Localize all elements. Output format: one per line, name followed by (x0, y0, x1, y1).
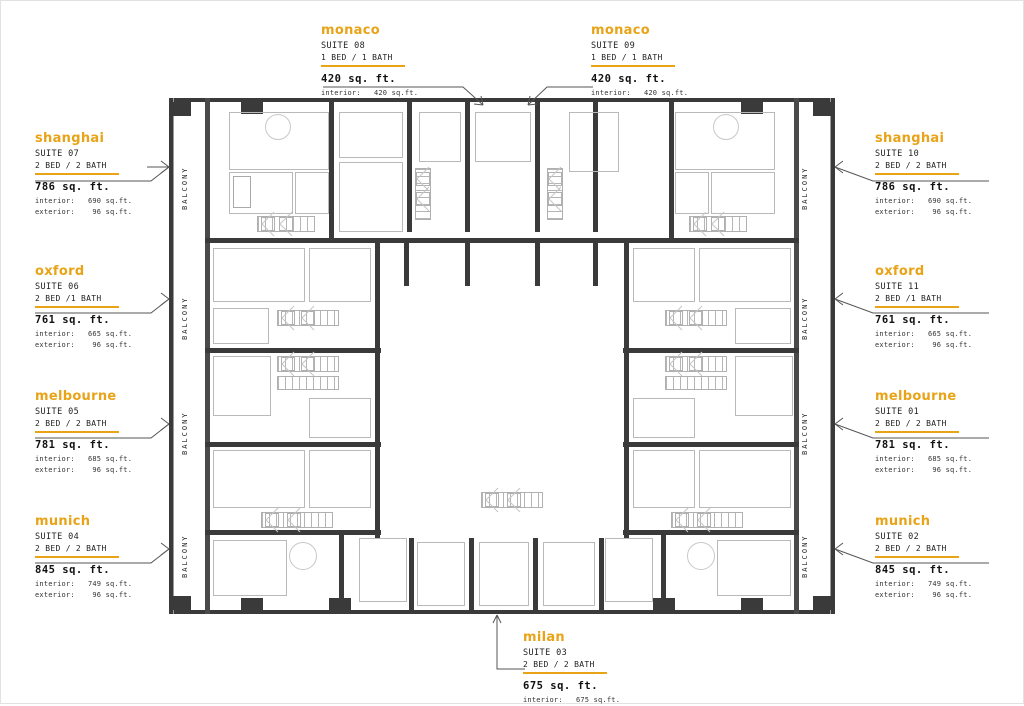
unit-interior: interior: 690 sq.ft. (35, 197, 133, 205)
unit-name: shanghai (35, 131, 105, 146)
unit-label-suite-07[interactable] (35, 131, 132, 218)
unit-suite: SUITE 08 (321, 41, 366, 51)
unit-beds: 2 BED /1 BATH (35, 294, 119, 308)
unit-label-suite-01[interactable] (875, 389, 972, 476)
unit-area: 675 sq. ft. (523, 680, 599, 692)
unit-name: oxford (875, 264, 925, 279)
balcony-label-left-4: BALCONY (181, 534, 189, 578)
unit-interior: interior: 675 sq.ft. (523, 696, 621, 704)
balcony-label-right-2: BALCONY (801, 296, 809, 340)
unit-beds: 1 BED / 1 BATH (321, 53, 405, 67)
unit-label-suite-06[interactable] (35, 264, 132, 351)
unit-area: 761 sq. ft. (875, 314, 951, 326)
unit-beds: 1 BED / 1 BATH (591, 53, 675, 67)
unit-suite: SUITE 10 (875, 149, 920, 159)
unit-area: 845 sq. ft. (875, 564, 951, 576)
unit-area: 845 sq. ft. (35, 564, 111, 576)
unit-name: shanghai (875, 131, 945, 146)
unit-label-suite-03[interactable] (523, 630, 620, 706)
unit-suite: SUITE 05 (35, 407, 80, 417)
unit-name: melbourne (875, 389, 957, 404)
balcony-label-right-1: BALCONY (801, 166, 809, 210)
unit-label-suite-11[interactable] (875, 264, 972, 351)
unit-exterior: exterior: 96 sq.ft. (35, 207, 133, 216)
unit-name: milan (523, 630, 565, 645)
unit-label-suite-05[interactable] (35, 389, 132, 476)
unit-interior: interior: 665 sq.ft. (875, 330, 973, 338)
unit-beds: 2 BED / 2 BATH (523, 660, 607, 674)
unit-area: 420 sq. ft. (321, 73, 397, 85)
unit-suite: SUITE 11 (875, 282, 920, 292)
unit-interior: interior: 685 sq.ft. (875, 455, 973, 463)
unit-suite: SUITE 07 (35, 149, 80, 159)
balcony-label-left-1: BALCONY (181, 166, 189, 210)
unit-beds: 2 BED / 2 BATH (875, 161, 959, 175)
unit-exterior: exterior: 96 sq.ft. (875, 590, 973, 599)
unit-name: monaco (591, 23, 650, 38)
unit-label-suite-04[interactable] (35, 514, 132, 601)
balcony-label-right-3: BALCONY (801, 411, 809, 455)
unit-name: melbourne (35, 389, 117, 404)
unit-suite: SUITE 02 (875, 532, 920, 542)
unit-label-suite-02[interactable] (875, 514, 972, 601)
unit-label-suite-10[interactable] (875, 131, 972, 218)
unit-beds: 2 BED / 2 BATH (35, 161, 119, 175)
unit-interior: interior: 749 sq.ft. (35, 580, 133, 588)
unit-exterior: exterior: 96 sq.ft. (35, 590, 133, 599)
unit-interior: interior: 749 sq.ft. (875, 580, 973, 588)
unit-interior: interior: 420 sq.ft. (321, 89, 419, 97)
unit-suite: SUITE 01 (875, 407, 920, 417)
unit-beds: 2 BED /1 BATH (875, 294, 959, 308)
unit-name: monaco (321, 23, 380, 38)
unit-exterior: exterior: 96 sq.ft. (35, 465, 133, 474)
unit-label-suite-08[interactable] (321, 23, 418, 99)
balcony-label-left-2: BALCONY (181, 296, 189, 340)
unit-exterior: exterior: 96 sq.ft. (875, 207, 973, 216)
unit-suite: SUITE 04 (35, 532, 80, 542)
unit-area: 786 sq. ft. (875, 181, 951, 193)
unit-interior: interior: 665 sq.ft. (35, 330, 133, 338)
unit-label-suite-09[interactable] (591, 23, 688, 99)
unit-beds: 2 BED / 2 BATH (875, 544, 959, 558)
unit-beds: 2 BED / 2 BATH (875, 419, 959, 433)
balcony-label-left-3: BALCONY (181, 411, 189, 455)
unit-beds: 2 BED / 2 BATH (35, 544, 119, 558)
unit-suite: SUITE 06 (35, 282, 80, 292)
balcony-label-right-4: BALCONY (801, 534, 809, 578)
unit-suite: SUITE 03 (523, 648, 568, 658)
unit-name: munich (875, 514, 931, 529)
unit-name: munich (35, 514, 91, 529)
unit-exterior: exterior: 96 sq.ft. (875, 465, 973, 474)
unit-beds: 2 BED / 2 BATH (35, 419, 119, 433)
unit-area: 761 sq. ft. (35, 314, 111, 326)
unit-interior: interior: 685 sq.ft. (35, 455, 133, 463)
unit-interior: interior: 690 sq.ft. (875, 197, 973, 205)
unit-name: oxford (35, 264, 85, 279)
unit-area: 786 sq. ft. (35, 181, 111, 193)
unit-area: 781 sq. ft. (875, 439, 951, 451)
unit-suite: SUITE 09 (591, 41, 636, 51)
unit-exterior: exterior: 96 sq.ft. (875, 340, 973, 349)
unit-exterior: exterior: 96 sq.ft. (35, 340, 133, 349)
unit-area: 420 sq. ft. (591, 73, 667, 85)
unit-area: 781 sq. ft. (35, 439, 111, 451)
unit-interior: interior: 420 sq.ft. (591, 89, 689, 97)
leader-lines (1, 1, 1024, 705)
